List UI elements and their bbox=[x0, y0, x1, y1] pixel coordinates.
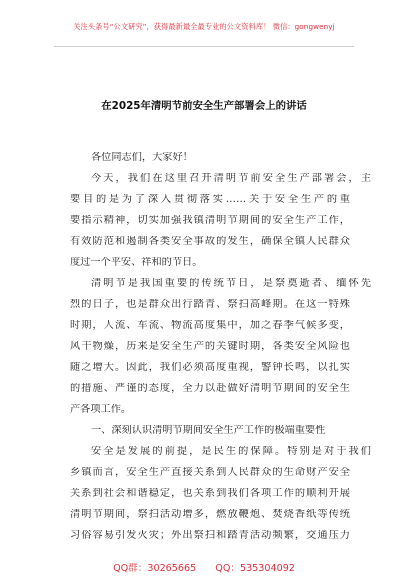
greeting-line: 各位同志们，大家好！ bbox=[91, 152, 193, 163]
header-divider bbox=[54, 46, 354, 47]
paragraph-line: 产各项工作。 bbox=[70, 404, 132, 415]
paragraph-line: 的措施、严谨的态度，全力以赴做好清明节期间的安全生 bbox=[70, 383, 350, 394]
paragraph-line: 随之增大。因此，我们必须高度重视，警钟长鸣，以扎实 bbox=[70, 362, 350, 373]
paragraph-line: 今天，我们在这里召开清明节前安全生产部署会，主 bbox=[91, 173, 371, 184]
paragraph-line: 时期，人流、车流、物流高度集中，加之春季气候多变， bbox=[70, 320, 350, 331]
paragraph-line: 乡镇而言，安全生产直接关系到人民群众的生命财产安全 bbox=[70, 467, 350, 478]
paragraph-line: 清明节是我国重要的传统节日，是祭奠逝者、缅怀先 bbox=[91, 278, 371, 289]
paragraph-line: 烈的日子，也是群众出行踏青、祭扫高峰期。在这一特殊 bbox=[70, 299, 350, 310]
paragraph-line: 清明节期间，祭扫活动增多，燃放鞭炮、焚烧香纸等传统 bbox=[70, 509, 350, 520]
paragraph-line: 关系到社会和谐稳定，也关系到我们各项工作的顺利开展 bbox=[70, 488, 350, 499]
promo-header: 关注头条号“公文研究”，获得最新最全最专业的公文资料库！ 微信：gongwenyj bbox=[73, 22, 335, 31]
paragraph-line: 习俗容易引发火灾；外出祭扫和踏青活动频繁，交通压力 bbox=[70, 530, 350, 541]
contact-footer bbox=[0, 560, 408, 574]
section-heading: 一、深刻认识清明节期间安全生产工作的极端重要性 bbox=[91, 425, 326, 436]
qq-group-number: QQ群：30265665 bbox=[113, 563, 197, 574]
paragraph-line: 要目的是为了深入贯彻落实……关于安全生产的重 bbox=[70, 194, 350, 205]
paragraph-line: 安全是发展的前提，是民生的保障。特别是对于我们 bbox=[91, 446, 371, 457]
paragraph-line: 有效防范和遏制各类安全事故的发生，确保全镇人民群众 bbox=[70, 236, 350, 247]
qq-number: QQ：535304092 bbox=[215, 563, 295, 574]
document-title: 在2025年清明节前安全生产部署会上的讲话 bbox=[101, 100, 307, 112]
paragraph-line: 度过一个平安、祥和的节日。 bbox=[70, 257, 203, 268]
paragraph-line: 风干物燥，历来是安全生产的关键时期，各类安全风险也 bbox=[70, 341, 350, 352]
paragraph-line: 要指示精神，切实加强我镇清明节期间的安全生产工作， bbox=[70, 215, 350, 226]
